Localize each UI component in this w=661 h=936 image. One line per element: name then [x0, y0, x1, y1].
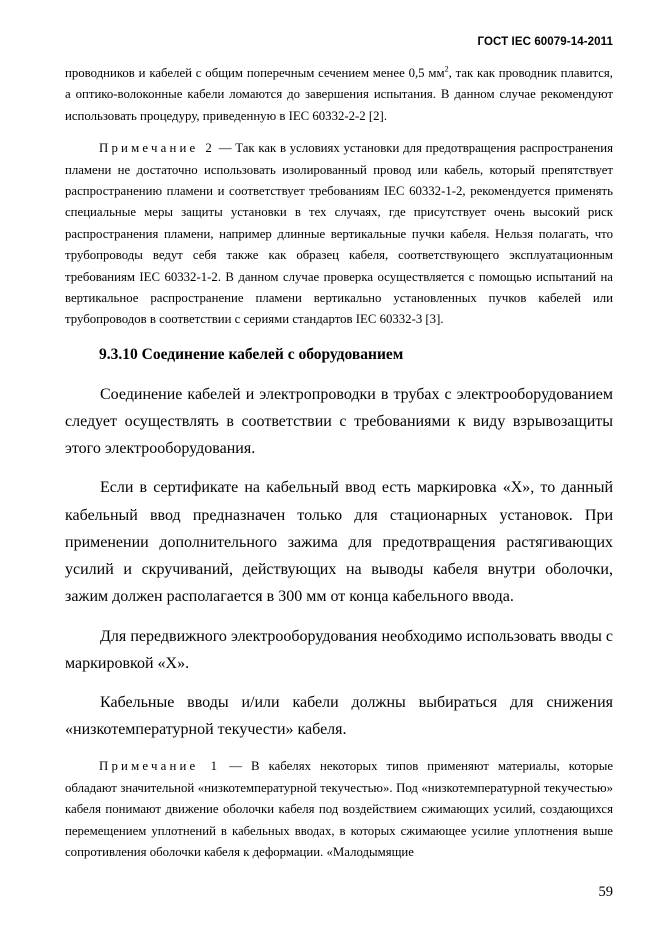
section-heading: 9.3.10 Соединение кабелей с оборудованием — [99, 345, 404, 363]
paragraph-2: Если в сертификате на кабельный ввод есть маркировка «X», то данный кабельный ввод предназначен только для стационарных установок. При применении дополнительного зажима для предотвращения растягивающих усилий и скручиваний, действующих на выводы кабеля внутри оболочки, зажим должен располагается в 300 мм от конца кабельного ввода. — [65, 479, 613, 606]
note-2-text: — Так как в условиях установки для предотвращения распространения пламени не достаточно использовать изолированный провод или кабель, который препятствует распространению пламени и соответствует требованиям IEC 60332-1-2, рекомендуется применять специальные меры защиты установки в тех случаях, где присутствует очень высокий риск распространения пламени, например длинные вертикальные пучки кабеля. Нельзя полагать, что трубопроводы ведут себя также как образец кабеля, соответствующего эксплуатационным требованиям IEC 60332-1-2. В данном случае проверка осуществляется с помощью испытаний на вертикальное распространение пламени вертикально установленных пучков кабелей или трубопроводов в соответствии с сериями стандартов IEC 60332-3 [3]. — [65, 141, 613, 327]
superscript-2: 2 — [444, 64, 449, 74]
note-1 — [65, 756, 613, 863]
paragraph-1: Соединение кабелей и электропроводки в трубах с электрооборудованием следует осуществлять в соответствии с требованиями к виду взрывозащиты этого электрооборудования. — [65, 385, 613, 458]
page-number: 59 — [598, 884, 613, 900]
paragraph-4: Кабельные вводы и/или кабели должны выбираться для снижения «низкотемпературной текучести» кабеля. — [65, 693, 613, 739]
standard-code-header: ГОСТ IEC 60079-14-2011 — [477, 36, 613, 48]
intro-text-part2: , так как проводник плавится, а оптико-волоконные кабели ломаются до завершения испытания. В данном случае рекомендуют использовать процедуру, приведенную в IEC 60332-2-2 [2]. — [65, 66, 613, 123]
intro-text-part1: проводников и кабелей с общим поперечным сечением менее 0,5 мм — [65, 66, 445, 80]
note-2-label: Примечание 2 — [99, 141, 215, 156]
note-2 — [65, 138, 613, 331]
note-1-text: — В кабелях некоторых типов применяют материалы, которые обладают значительной «низкотемпературной текучестью». Под «низкотемпературной текучестью» кабеля понимают движение оболочки кабеля под воздействием сжимающих усилий, создающихся перемещением уплотнений в кабельных вводах, в которых сжимающее усилие уплотнения выше сопротивления оболочки кабеля к деформации. «Малодымящие — [65, 759, 614, 859]
paragraph-3: Для передвижного электрооборудования необходимо использовать вводы с маркировкой «X». — [65, 627, 613, 672]
intro-paragraph — [65, 63, 613, 127]
note-1-label: Примечание 1 — [99, 759, 221, 774]
page-body — [65, 63, 613, 863]
